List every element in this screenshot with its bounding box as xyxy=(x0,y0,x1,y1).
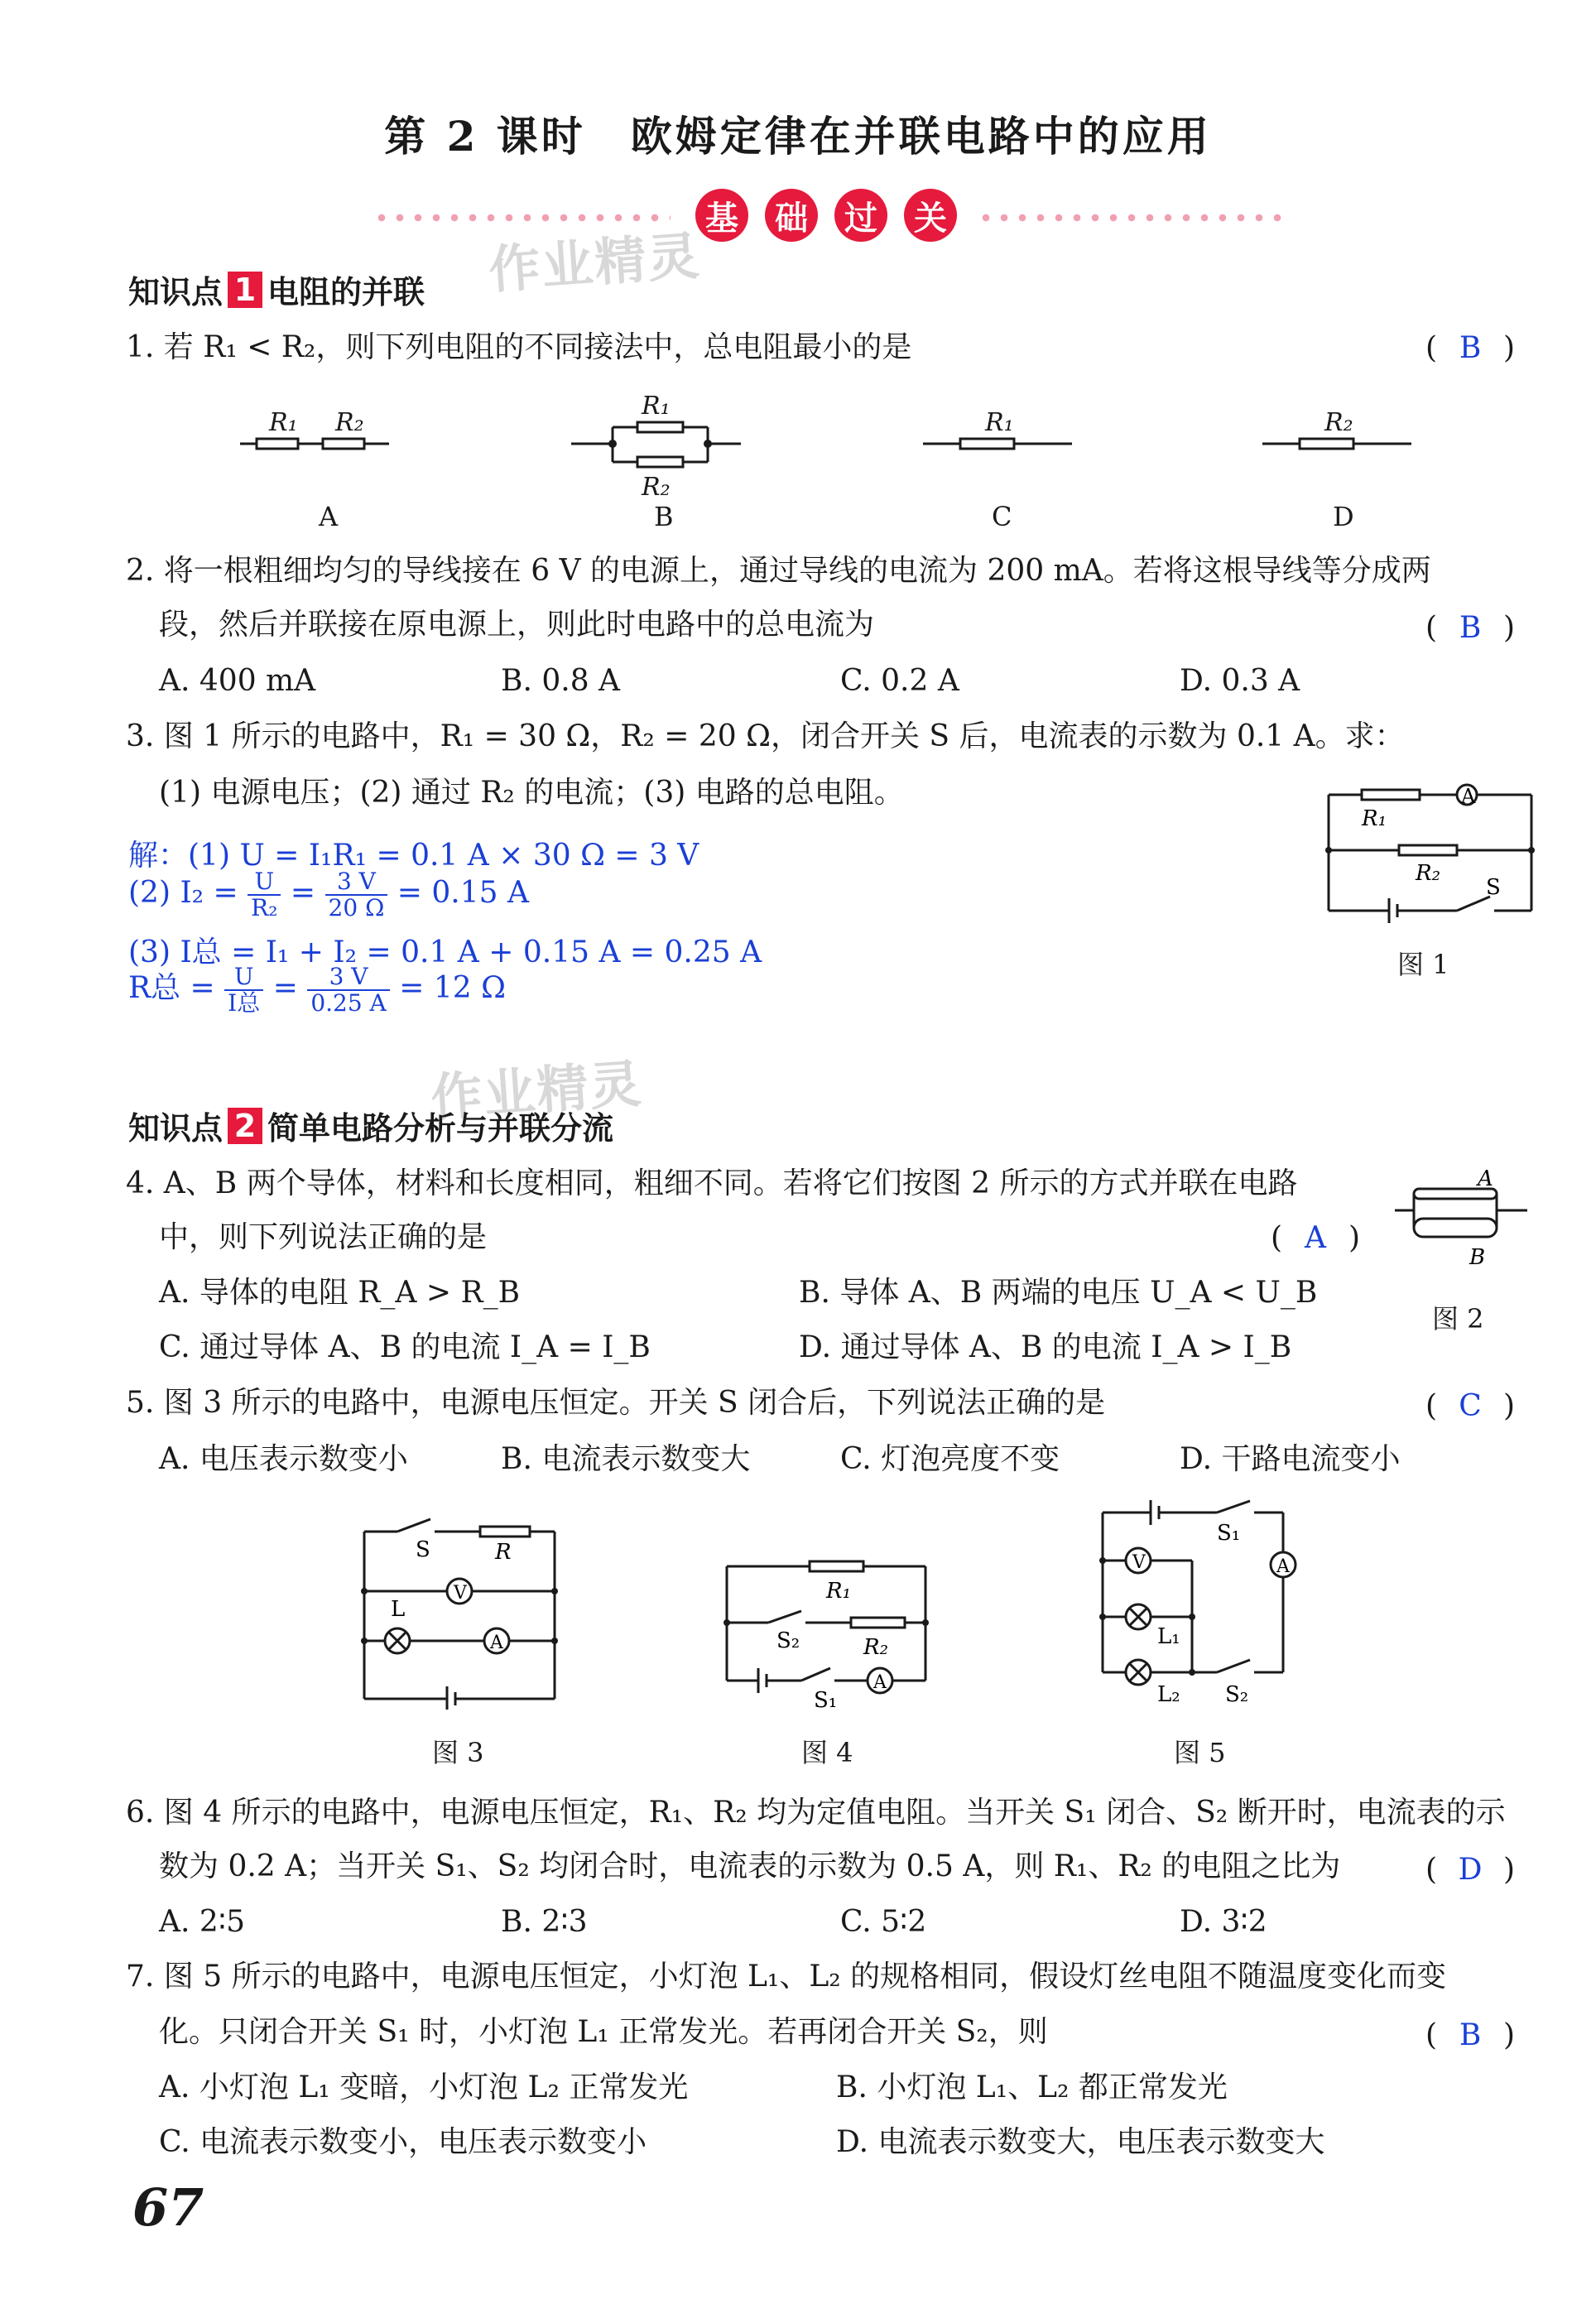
sol-text: R总 = xyxy=(128,971,215,1005)
option-label-b: B xyxy=(654,501,674,532)
q3-solution-2 xyxy=(128,869,529,921)
kp-prefix: 知识点 xyxy=(128,273,224,310)
q4-option-a: A. 导体的电阻 R_A > R_B xyxy=(159,1276,521,1310)
option-label-d: D xyxy=(1333,501,1354,532)
switch-label: S xyxy=(416,1537,430,1562)
kp-label: 电阻的并联 xyxy=(267,273,425,310)
option-label-c: C xyxy=(992,501,1012,532)
denominator: 0.25 A xyxy=(310,989,387,1017)
answer-value: D xyxy=(1458,1853,1483,1887)
figure-5-circuit xyxy=(1093,1494,1316,1714)
q2-line1: 2. 将一根粗细均匀的导线接在 6 V 的电源上，通过导线的电流为 200 mA。若将这根导线等分成两 xyxy=(126,554,1431,588)
banner-char: 关 xyxy=(904,189,957,242)
r1-label: R₁ xyxy=(826,1579,851,1604)
knowledge-point-2 xyxy=(128,1103,613,1148)
r1-label: R₁ xyxy=(1362,806,1387,831)
watermark: 作业精灵 xyxy=(487,225,703,301)
numerator: U xyxy=(224,964,263,991)
label-r2: R₂ xyxy=(1324,408,1353,437)
banner-dots-right xyxy=(977,214,1291,222)
banner-char: 过 xyxy=(834,189,887,242)
q2-option-b: B. 0.8 A xyxy=(501,664,621,698)
figure-2-conductors xyxy=(1391,1167,1540,1271)
s2-label: S₂ xyxy=(1225,1682,1249,1707)
r2-label: R₂ xyxy=(1416,861,1440,886)
q2-option-c: C. 0.2 A xyxy=(840,664,959,698)
banner-basic-practice xyxy=(695,189,957,242)
q2-answer: ( B ) xyxy=(1425,611,1516,645)
numerator: U xyxy=(248,869,281,896)
ammeter-label: A xyxy=(1276,1556,1290,1577)
numerator: 3 V xyxy=(325,869,388,896)
lamp-label: L xyxy=(391,1597,406,1622)
label-r1: R₁ xyxy=(985,408,1014,437)
s2-label: S₂ xyxy=(776,1628,800,1653)
q3-line1: 3. 图 1 所示的电路中，R₁ = 30 Ω，R₂ = 20 Ω，闭合开关 S 后，电流表的示数为 0.1 A。求： xyxy=(126,719,1405,753)
watermark: 作业精灵 xyxy=(429,1053,645,1128)
answer-value: C xyxy=(1459,1389,1482,1423)
kp-label: 简单电路分析与并联分流 xyxy=(267,1109,614,1147)
l2-label: L₂ xyxy=(1157,1682,1180,1707)
q3-solution-1: 解：(1) U = I₁R₁ = 0.1 A × 30 Ω = 3 V xyxy=(128,839,699,873)
label-r1: R₁ xyxy=(642,392,671,421)
banner-char: 础 xyxy=(765,189,818,242)
switch-label: S xyxy=(1486,875,1501,900)
kp-number: 2 xyxy=(228,1108,262,1144)
q3-solution-3: (3) I总 = I₁ + I₂ = 0.1 A + 0.15 A = 0.25 A xyxy=(128,935,762,969)
q5-option-c: C. 灯泡亮度不变 xyxy=(840,1442,1060,1476)
answer-value: B xyxy=(1459,611,1482,645)
q1-text: 1. 若 R₁ < R₂，则下列电阻的不同接法中，总电阻最小的是 xyxy=(126,330,912,364)
sol-text: = xyxy=(290,876,316,910)
sol-text: = xyxy=(272,971,298,1005)
q6-option-c: C. 5∶2 xyxy=(840,1905,927,1939)
banner-char: 基 xyxy=(695,189,748,242)
q6-answer: ( D ) xyxy=(1425,1853,1516,1887)
q5-option-d: D. 干路电流变小 xyxy=(1180,1442,1401,1476)
ammeter-label: A xyxy=(873,1672,887,1693)
q3-line2: (1) 电源电压；(2) 通过 R₂ 的电流；(3) 电路的总电阻。 xyxy=(159,776,904,810)
voltmeter-label: V xyxy=(454,1583,467,1604)
s1-label: S₁ xyxy=(1217,1521,1241,1546)
q7-line2: 化。只闭合开关 S₁ 时，小灯泡 L₁ 正常发光。若再闭合开关 S₂，则 xyxy=(159,2015,1048,2049)
q7-option-c: C. 电流表示数变小，电压表示数变小 xyxy=(159,2125,647,2159)
kp-prefix: 知识点 xyxy=(128,1109,224,1147)
denominator: I总 xyxy=(228,989,261,1017)
ammeter-label: A xyxy=(490,1633,503,1653)
sol-text: = 12 Ω xyxy=(399,971,506,1005)
sol-text: (2) I₂ = xyxy=(128,876,238,910)
option-label-a: A xyxy=(319,501,339,532)
label-r2: R₂ xyxy=(642,473,671,502)
fraction xyxy=(224,964,263,1016)
q4-option-c: C. 通过导体 A、B 的电流 I_A = I_B xyxy=(159,1330,651,1364)
q5-answer: ( C ) xyxy=(1425,1389,1516,1423)
conductor-a-label: A xyxy=(1478,1167,1493,1191)
page-number: 67 xyxy=(132,2177,204,2238)
sol-text: = 0.15 A xyxy=(397,876,529,910)
q3-solution-4 xyxy=(128,964,506,1016)
conductor-b-label: B xyxy=(1469,1245,1486,1270)
label-r1: R₁ xyxy=(269,408,298,437)
figure-3-circuit xyxy=(356,1515,563,1710)
fraction xyxy=(307,964,389,1016)
q7-option-d: D. 电流表示数变大，电压表示数变大 xyxy=(836,2125,1325,2159)
q2-option-a: A. 400 mA xyxy=(159,664,316,698)
figure-2-caption: 图 2 xyxy=(1432,1303,1484,1335)
answer-value: A xyxy=(1305,1221,1327,1255)
q4-answer: ( A ) xyxy=(1271,1221,1361,1255)
q6-line2: 数为 0.2 A；当开关 S₁、S₂ 均闭合时，电流表的示数为 0.5 A，则 R₁、R₂ 的电阻之比为 xyxy=(159,1849,1341,1883)
q6-option-d: D. 3∶2 xyxy=(1180,1905,1267,1939)
figure-4-circuit xyxy=(719,1548,934,1714)
q1-options-diagrams xyxy=(232,389,1424,538)
q1-answer: ( B ) xyxy=(1425,331,1516,365)
figure-1-circuit xyxy=(1316,774,1548,923)
page-title: 第 2 课时 欧姆定律在并联电路中的应用 xyxy=(384,112,1212,161)
q7-option-a: A. 小灯泡 L₁ 变暗，小灯泡 L₂ 正常发光 xyxy=(159,2071,689,2104)
q5-option-a: A. 电压表示数变小 xyxy=(159,1442,408,1476)
answer-value: B xyxy=(1459,331,1482,365)
q6-line1: 6. 图 4 所示的电路中，电源电压恒定，R₁、R₂ 均为定值电阻。当开关 S₁ 闭合、S₂ 断开时，电流表的示 xyxy=(126,1796,1506,1830)
l1-label: L₁ xyxy=(1157,1624,1180,1649)
numerator: 3 V xyxy=(307,964,389,991)
ammeter-label: A xyxy=(1461,785,1476,808)
figure-1-caption: 图 1 xyxy=(1397,949,1449,980)
s1-label: S₁ xyxy=(814,1688,838,1713)
knowledge-point-1 xyxy=(128,267,425,312)
kp-number: 1 xyxy=(228,272,262,308)
q4-line2: 中，则下列说法正确的是 xyxy=(159,1220,488,1254)
answer-value: B xyxy=(1459,2018,1482,2052)
q7-option-b: B. 小灯泡 L₁、L₂ 都正常发光 xyxy=(836,2071,1228,2104)
q7-answer: ( B ) xyxy=(1425,2018,1516,2052)
q2-line2: 段，然后并联接在原电源上，则此时电路中的总电流为 xyxy=(159,608,875,642)
q2-option-d: D. 0.3 A xyxy=(1180,664,1300,698)
denominator: 20 Ω xyxy=(328,894,385,921)
r2-label: R₂ xyxy=(863,1635,888,1660)
fraction xyxy=(325,869,388,921)
q6-option-b: B. 2∶3 xyxy=(501,1905,588,1939)
q4-option-b: B. 导体 A、B 两端的电压 U_A < U_B xyxy=(799,1276,1318,1310)
resistor-label: R xyxy=(495,1540,512,1565)
figure-3-caption: 图 3 xyxy=(432,1737,484,1768)
label-r2: R₂ xyxy=(335,408,364,437)
denominator: R₂ xyxy=(251,894,278,921)
q4-option-d: D. 通过导体 A、B 的电流 I_A > I_B xyxy=(799,1330,1292,1364)
q4-line1: 4. A、B 两个导体，材料和长度相同，粗细不同。若将它们按图 2 所示的方式并联在电路 xyxy=(126,1166,1298,1200)
q7-line1: 7. 图 5 所示的电路中，电源电压恒定，小灯泡 L₁、L₂ 的规格相同，假设灯丝电阻不随温度变化而变 xyxy=(126,1960,1447,1994)
q5-text: 5. 图 3 所示的电路中，电源电压恒定。开关 S 闭合后，下列说法正确的是 xyxy=(126,1386,1106,1420)
figure-5-caption: 图 5 xyxy=(1174,1737,1226,1768)
fraction xyxy=(248,869,281,921)
q6-option-a: A. 2∶5 xyxy=(159,1905,246,1939)
q5-option-b: B. 电流表示数变大 xyxy=(501,1442,751,1476)
figure-4-caption: 图 4 xyxy=(801,1737,853,1768)
voltmeter-label: V xyxy=(1132,1552,1146,1573)
